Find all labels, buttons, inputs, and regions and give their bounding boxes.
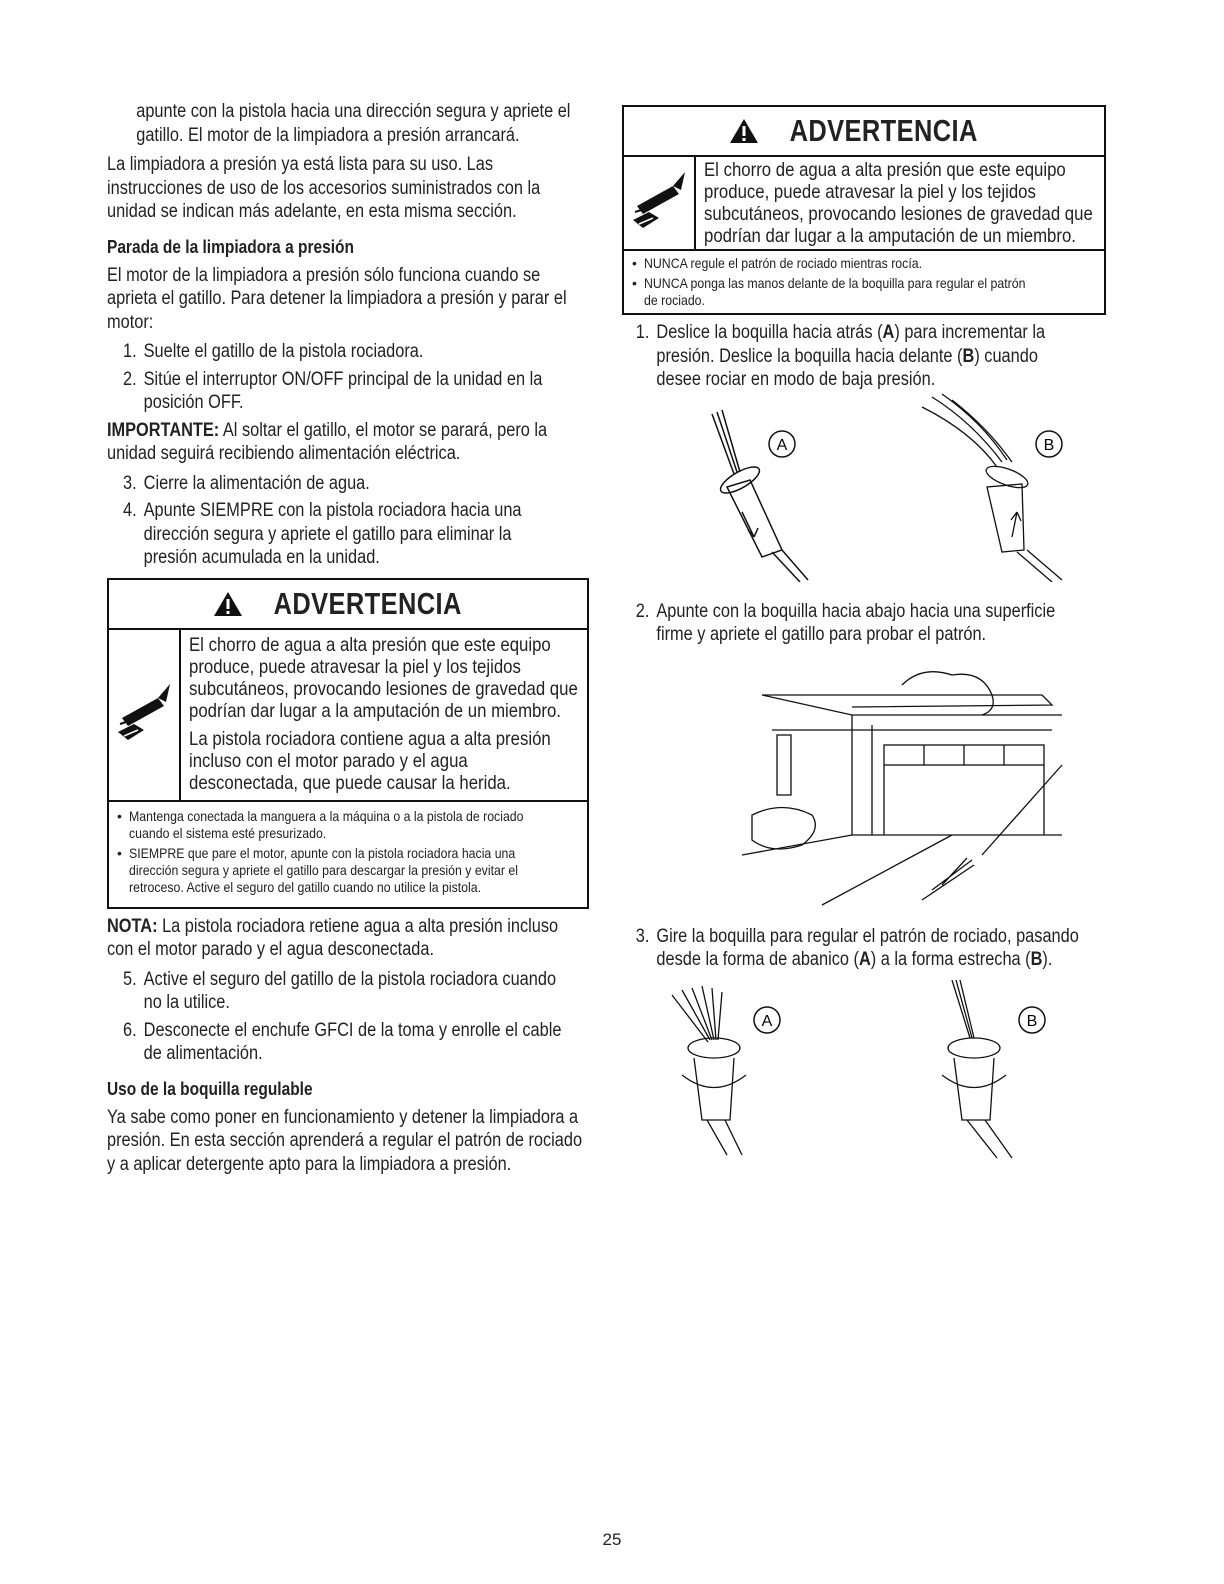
warning-body bbox=[109, 630, 587, 802]
bullet-item: • NUNCA ponga las manos delante de la boquilla para regular el patrón de rociado. bbox=[632, 275, 1096, 309]
warning-header bbox=[109, 580, 587, 630]
list-item bbox=[123, 968, 564, 1015]
list-number: 4. bbox=[123, 500, 137, 521]
note-paragraph bbox=[107, 915, 588, 962]
note-text: La pistola rociadora retiene agua a alta presión incluso con el motor parado y el agua desconectada. bbox=[107, 915, 559, 960]
warning-title: ADVERTENCIA bbox=[789, 113, 979, 148]
label-a: A bbox=[776, 436, 788, 454]
list-text: Desconecte el enchufe GFCI de la toma y enrolle el cable de alimentación. bbox=[143, 1019, 562, 1064]
page-number: 25 bbox=[602, 1530, 622, 1549]
note-label: NOTA: bbox=[107, 915, 158, 937]
nozzle-a-drawing bbox=[712, 410, 808, 582]
bullet-text: NUNCA ponga las manos delante de la boquilla para regular el patrón de rociado. bbox=[644, 275, 1026, 308]
warning-text bbox=[181, 630, 587, 800]
warning-paragraph: El chorro de agua a alta presión que este equipo produce, puede atravesar la piel y los tejidos subcutáneos, provocando lesiones de gravedad que podrían dar lugar a la amputación de un miembro. bbox=[189, 633, 578, 722]
warning-bullets bbox=[109, 802, 587, 907]
warning-header bbox=[624, 107, 1104, 157]
list-item bbox=[123, 499, 564, 570]
warning-bullets bbox=[624, 251, 1104, 313]
bullet-item: • SIEMPRE que pare el motor, apunte con la pistola rociadora hacia una dirección segura y apriete el gatillo para descargar la presión y evitar el retroceso. Active el seguro del gatillo cuando no utilice la pistola. bbox=[117, 845, 579, 896]
list-item bbox=[123, 472, 564, 496]
nozzle-b-drawing bbox=[922, 394, 1062, 582]
label-b: B bbox=[1043, 436, 1055, 454]
list-text: Deslice la boquilla hacia atrás (A) para incrementar la presión. Deslice la boquilla hacia delante (B) cuando desee rociar en modo de baja presión. bbox=[656, 322, 1046, 390]
list-number: 5. bbox=[123, 968, 137, 990]
list-number: 2. bbox=[635, 600, 650, 622]
list-item bbox=[622, 925, 1085, 972]
list-text: Cierre la alimentación de agua. bbox=[143, 472, 370, 494]
bullet-text: Mantenga conectada la manguera a la máquina o a la pistola de rociado cuando el sistema esté presurizado. bbox=[129, 807, 524, 841]
warning-title: ADVERTENCIA bbox=[273, 585, 463, 621]
bullet-text: SIEMPRE que pare el motor, apunte con la pistola rociadora hacia una dirección segura y apriete el gatillo para descargar la presión y evitar el retroceso. Active el seguro del gatillo cuando no utilice la pistola. bbox=[129, 844, 518, 895]
ready-paragraph: La limpiadora a presión ya está lista para su uso. Las instrucciones de uso de los accesorios suministrados con la unidad se indican más adelante, en esta misma sección. bbox=[107, 154, 541, 222]
warning-body bbox=[624, 157, 1104, 251]
nozzle-rotate-figure bbox=[622, 980, 1106, 1160]
important-text: Al soltar el gatillo, el motor se parará, pero la unidad seguirá recibiendo alimentación eléctrica. bbox=[107, 419, 548, 464]
list-number: 6. bbox=[123, 1019, 137, 1041]
warning-paragraph: El chorro de agua a alta presión que este equipo produce, puede atravesar la piel y los tejidos subcutáneos, provocando lesiones de gravedad que podrían dar lugar a la amputación de un miembro. bbox=[704, 159, 1093, 247]
left-column bbox=[107, 100, 589, 1176]
warning-box bbox=[107, 578, 589, 909]
nozzle-heading: Uso de la boquilla regulable bbox=[107, 1078, 313, 1099]
bullet-text: NUNCA regule el patrón de rociado mientras rocía. bbox=[644, 255, 923, 271]
list-item bbox=[123, 368, 564, 415]
list-text: Gire la boquilla para regular el patrón de rociado, pasando desde la forma de abanico (A) a la forma estrecha (B). bbox=[656, 925, 1079, 970]
list-item bbox=[123, 340, 564, 364]
label-b: B bbox=[1026, 1012, 1038, 1030]
stop-paragraph: El motor de la limpiadora a presión sólo funciona cuando se aprieta el gatillo. Para detener la limpiadora a presión y parar el motor: bbox=[107, 264, 567, 333]
important-label: IMPORTANTE: bbox=[107, 419, 220, 441]
nozzle-fan-drawing bbox=[672, 986, 746, 1155]
list-number: 3. bbox=[123, 472, 137, 494]
intro-continuation: apunte con la pistola hacia una dirección segura y apriete el gatillo. El motor de la limpiadora a presión arrancará. bbox=[136, 101, 571, 146]
list-text: Suelte el gatillo de la pistola rociadora. bbox=[143, 341, 424, 362]
list-text: Active el seguro del gatillo de la pistola rociadora cuando no la utilice. bbox=[143, 968, 557, 1013]
right-column bbox=[622, 105, 1106, 1160]
warning-text bbox=[696, 157, 1104, 249]
warning-triangle-icon bbox=[729, 118, 759, 144]
list-text: Sitúe el interruptor ON/OFF principal de la unidad en la posición OFF. bbox=[143, 368, 543, 413]
label-a: A bbox=[761, 1012, 773, 1030]
list-number: 1. bbox=[635, 322, 650, 343]
steps-stop-2 bbox=[107, 472, 589, 570]
bullet-item: • Mantenga conectada la manguera a la máquina o a la pistola de rociado cuando el sistema esté presurizado. bbox=[117, 807, 524, 841]
nozzle-narrow-drawing bbox=[942, 980, 1012, 1158]
list-text: Apunte SIEMPRE con la pistola rociadora hacia una dirección segura y apriete el gatillo para eliminar la presión acumulada en la unidad. bbox=[143, 500, 522, 568]
stop-heading: Parada de la limpiadora a presión bbox=[107, 236, 354, 257]
driveway-spray-figure bbox=[622, 655, 1106, 915]
list-number: 3. bbox=[635, 925, 650, 947]
warning-box bbox=[622, 105, 1106, 315]
bullet-item: • NUNCA regule el patrón de rociado mientras rocía. bbox=[632, 255, 1096, 272]
nozzle-slide-figure bbox=[622, 392, 1106, 582]
list-number: 2. bbox=[123, 368, 137, 390]
list-item bbox=[622, 321, 1085, 392]
list-item bbox=[123, 1019, 564, 1066]
important-paragraph bbox=[107, 419, 588, 466]
injection-hazard-icon bbox=[624, 157, 696, 249]
warning-paragraph: La pistola rociadora contiene agua a alta presión incluso con el motor parado y el agua desconectada, que puede causar la herida. bbox=[189, 727, 551, 794]
list-number: 1. bbox=[123, 341, 137, 362]
list-item bbox=[622, 600, 1085, 647]
steps-after bbox=[107, 968, 589, 1066]
list-text: Apunte con la boquilla hacia abajo hacia una superficie firme y apriete el gatillo para probar el patrón. bbox=[656, 600, 1056, 645]
nozzle-paragraph: Ya sabe como poner en funcionamiento y detener la limpiadora a presión. En esta sección aprenderá a regular el patrón de rociado y a aplicar detergente apto para la limpiadora a presión. bbox=[107, 1106, 583, 1175]
injection-hazard-icon bbox=[109, 630, 181, 800]
warning-triangle-icon bbox=[213, 591, 243, 617]
steps-stop bbox=[107, 340, 589, 415]
